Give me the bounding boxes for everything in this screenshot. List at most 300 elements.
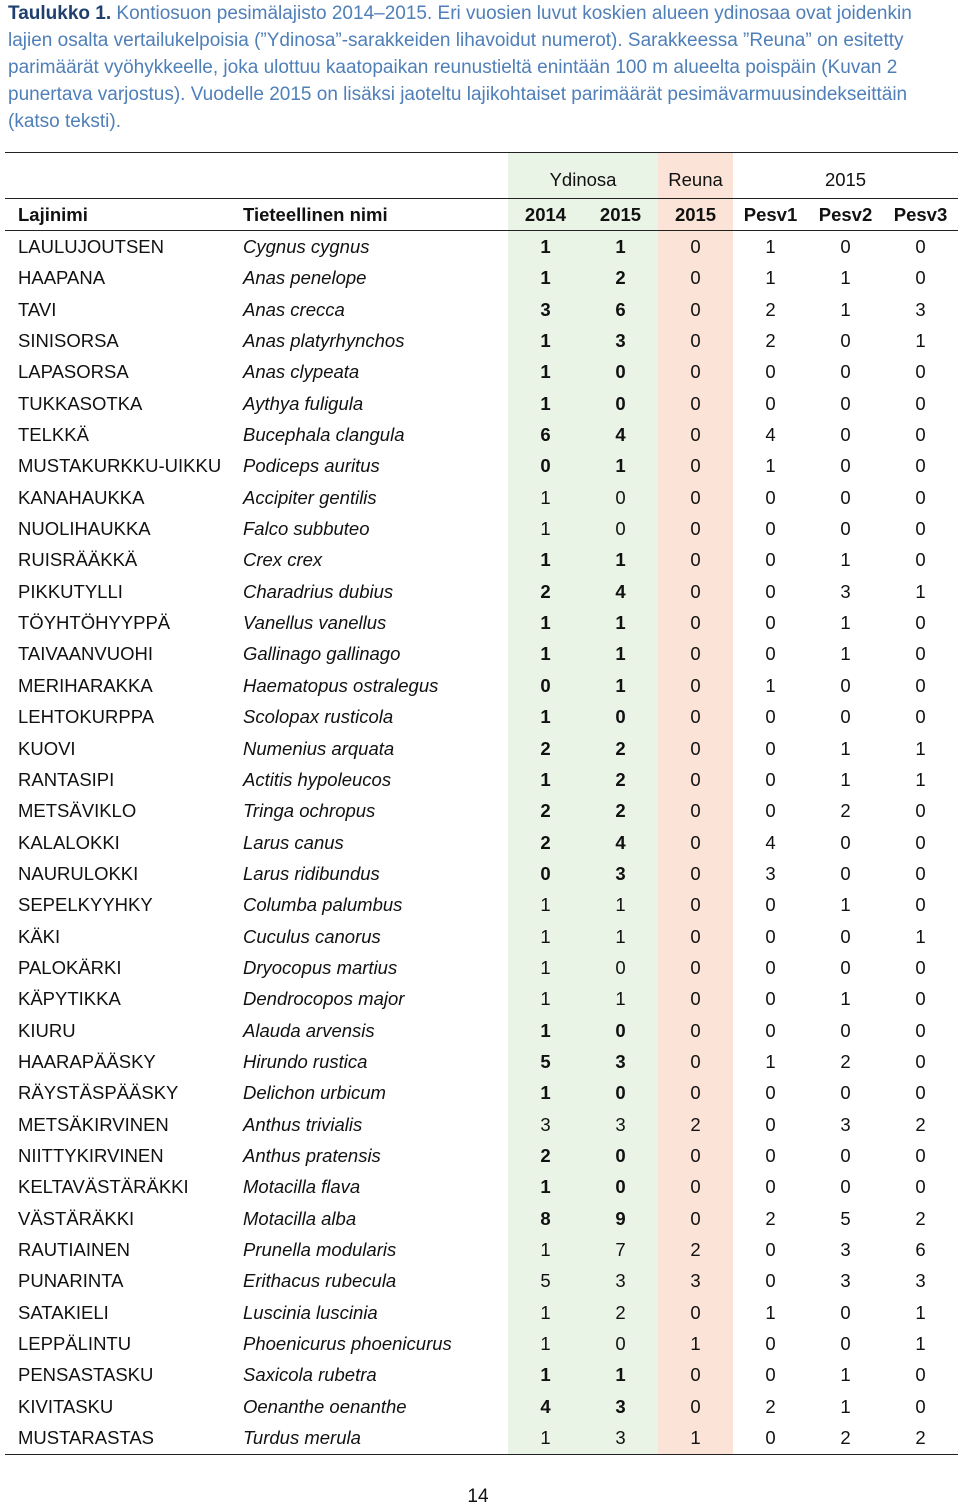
cell-reuna-2015: 0	[658, 858, 733, 889]
cell-pesv2: 0	[840, 330, 851, 352]
cell-reuna-2015: 0	[658, 513, 733, 544]
cell-pesv3: 3	[915, 298, 926, 320]
cell-lajinimi: LAPASORSA	[18, 361, 129, 383]
cell-ydinosa-2015: 6	[583, 294, 658, 325]
cell-tieteellinen-nimi: Anas penelope	[243, 267, 367, 289]
cell-pesv2: 0	[840, 424, 851, 446]
cell-pesv1: 1	[765, 674, 776, 696]
cell-ydinosa-2015: 2	[583, 764, 658, 795]
cell-pesv3: 6	[915, 1239, 926, 1261]
cell-pesv3: 0	[915, 956, 926, 978]
cell-reuna-2015: 0	[658, 984, 733, 1015]
cell-tieteellinen-nimi: Scolopax rusticola	[243, 706, 394, 728]
cell-pesv3: 0	[915, 612, 926, 634]
cell-ydinosa-2014: 1	[508, 1328, 583, 1359]
cell-lajinimi: HAAPANA	[18, 267, 106, 289]
cell-pesv2: 3	[840, 1270, 851, 1292]
cell-lajinimi: SATAKIELI	[18, 1301, 109, 1323]
cell-pesv1: 0	[765, 1364, 776, 1386]
cell-reuna-2015: 0	[658, 231, 733, 263]
cell-pesv3: 1	[915, 580, 926, 602]
cell-ydinosa-2014: 2	[508, 576, 583, 607]
cell-pesv2: 0	[840, 706, 851, 728]
cell-ydinosa-2014: 1	[508, 1297, 583, 1328]
cell-pesv3: 0	[915, 549, 926, 571]
table-row	[5, 294, 958, 325]
table-row	[5, 388, 958, 419]
cell-pesv2: 2	[808, 1422, 883, 1454]
cell-pesv3: 0	[915, 643, 926, 665]
cell-tieteellinen-nimi: Saxicola rubetra	[243, 1364, 377, 1386]
cell-pesv3: 0	[915, 706, 926, 728]
cell-lajinimi: RANTASIPI	[18, 768, 115, 790]
cell-pesv2: 0	[840, 1019, 851, 1041]
table-row	[5, 1140, 958, 1171]
cell-pesv3: 0	[915, 392, 926, 414]
table-row	[5, 1015, 958, 1046]
cell-lajinimi: KIVITASKU	[18, 1395, 114, 1417]
cell-pesv3: 0	[915, 267, 926, 289]
cell-ydinosa-2015: 0	[583, 1015, 658, 1046]
caption-text: Kontiosuon pesimälajisto 2014–2015. Eri vuosien luvut koskien alueen ydinosaa ovat joidenkin lajien osalta vertailukelpoisia (”Ydinosa”-sarakkeiden lihavoidut numerot). Sarakkeessa ”Reuna” on esitetty parimäärät vyöhykkeelle, joka ulottuu kaatopaikan reunustieltä enintään 100 m alueelta poispäin (Kuvan 2 punertava varjostus). Vuodelle 2015 on lisäksi jaoteltu lajikohtaiset parimäärät pesimävarmuusindekseittäin (katso teksti).	[8, 3, 912, 132]
cell-pesv2: 1	[840, 894, 851, 916]
cell-ydinosa-2014: 2	[508, 1140, 583, 1171]
header-group-ydinosa: Ydinosa	[508, 153, 658, 199]
cell-ydinosa-2014: 0	[508, 670, 583, 701]
cell-pesv1: 0	[765, 580, 776, 602]
cell-pesv1: 0	[765, 1239, 776, 1261]
cell-lajinimi: LEPPÄLINTU	[18, 1333, 132, 1355]
cell-reuna-2015: 0	[658, 545, 733, 576]
table-row	[5, 1297, 958, 1328]
cell-ydinosa-2014: 1	[508, 607, 583, 638]
cell-ydinosa-2015: 3	[583, 1046, 658, 1077]
cell-reuna-2015: 0	[658, 670, 733, 701]
cell-pesv3: 1	[915, 925, 926, 947]
cell-ydinosa-2014: 5	[508, 1046, 583, 1077]
cell-reuna-2015: 0	[658, 827, 733, 858]
cell-reuna-2015: 0	[658, 451, 733, 482]
cell-tieteellinen-nimi: Crex crex	[243, 549, 323, 571]
cell-ydinosa-2014: 1	[508, 1422, 583, 1454]
cell-lajinimi: RUISRÄÄKKÄ	[18, 549, 138, 571]
cell-tieteellinen-nimi: Anthus trivialis	[243, 1113, 363, 1135]
cell-pesv2: 2	[840, 800, 851, 822]
cell-ydinosa-2014: 0	[508, 858, 583, 889]
cell-pesv3: 2	[883, 1422, 958, 1454]
cell-reuna-2015: 0	[658, 702, 733, 733]
cell-pesv2: 0	[840, 518, 851, 540]
cell-pesv2: 0	[840, 392, 851, 414]
cell-ydinosa-2014: 6	[508, 419, 583, 450]
cell-reuna-2015: 0	[658, 388, 733, 419]
cell-ydinosa-2014: 1	[508, 545, 583, 576]
table-row	[5, 1391, 958, 1422]
cell-pesv1: 0	[765, 612, 776, 634]
cell-ydinosa-2014: 1	[508, 702, 583, 733]
cell-pesv3: 0	[915, 800, 926, 822]
cell-lajinimi: KANAHAUKKA	[18, 486, 145, 508]
table-row	[5, 796, 958, 827]
cell-pesv3: 0	[915, 486, 926, 508]
cell-pesv3: 0	[915, 862, 926, 884]
cell-ydinosa-2015: 2	[583, 263, 658, 294]
cell-pesv1: 0	[765, 894, 776, 916]
cell-reuna-2015: 0	[658, 1078, 733, 1109]
cell-ydinosa-2015: 1	[583, 639, 658, 670]
cell-pesv1: 0	[765, 549, 776, 571]
cell-reuna-2015: 0	[658, 1172, 733, 1203]
cell-ydinosa-2015: 1	[583, 451, 658, 482]
cell-ydinosa-2015: 2	[583, 1297, 658, 1328]
cell-pesv3: 0	[915, 831, 926, 853]
cell-pesv1: 0	[765, 706, 776, 728]
table-row	[5, 357, 958, 388]
table-row	[5, 1234, 958, 1265]
cell-tieteellinen-nimi: Podiceps auritus	[243, 455, 380, 477]
species-table-wrapper	[5, 152, 958, 1455]
cell-pesv1: 0	[765, 1176, 776, 1198]
table-row	[5, 921, 958, 952]
cell-lajinimi: TÖYHTÖHYYPPÄ	[18, 612, 171, 634]
cell-tieteellinen-nimi: Erithacus rubecula	[243, 1270, 397, 1292]
cell-reuna-2015: 0	[658, 764, 733, 795]
cell-ydinosa-2014: 1	[508, 764, 583, 795]
table-row	[5, 607, 958, 638]
header-reuna-2015: 2015	[658, 199, 733, 231]
cell-pesv2: 0	[840, 862, 851, 884]
cell-tieteellinen-nimi: Motacilla alba	[243, 1207, 357, 1229]
cell-tieteellinen-nimi: Anas crecca	[243, 298, 345, 320]
table-row	[5, 419, 958, 450]
cell-reuna-2015: 2	[658, 1109, 733, 1140]
cell-pesv2: 5	[840, 1207, 851, 1229]
cell-ydinosa-2015: 4	[583, 419, 658, 450]
cell-reuna-2015: 0	[658, 1391, 733, 1422]
cell-ydinosa-2015: 3	[583, 1109, 658, 1140]
cell-pesv1: 0	[765, 643, 776, 665]
cell-ydinosa-2015: 0	[583, 482, 658, 513]
table-row	[5, 670, 958, 701]
cell-lajinimi: PUNARINTA	[18, 1270, 124, 1292]
cell-tieteellinen-nimi: Turdus merula	[243, 1422, 508, 1454]
table-row	[5, 263, 958, 294]
cell-ydinosa-2015: 3	[583, 1266, 658, 1297]
species-table	[5, 152, 958, 1455]
cell-ydinosa-2014: 2	[508, 733, 583, 764]
cell-pesv2: 0	[840, 674, 851, 696]
cell-pesv1: 1	[765, 1050, 776, 1072]
cell-pesv3: 0	[915, 894, 926, 916]
cell-pesv3: 1	[915, 737, 926, 759]
cell-lajinimi: TAVI	[18, 298, 57, 320]
cell-ydinosa-2014: 1	[508, 325, 583, 356]
cell-pesv1: 0	[765, 361, 776, 383]
cell-tieteellinen-nimi: Hirundo rustica	[243, 1050, 368, 1072]
cell-lajinimi: MUSTAKURKKU-UIKKU	[18, 455, 222, 477]
page-number: 14	[467, 1486, 489, 1507]
cell-pesv3: 0	[915, 1019, 926, 1041]
cell-pesv2: 3	[840, 1113, 851, 1135]
table-row	[5, 482, 958, 513]
cell-reuna-2015: 2	[658, 1234, 733, 1265]
cell-ydinosa-2014: 1	[508, 639, 583, 670]
cell-ydinosa-2015: 4	[583, 576, 658, 607]
cell-tieteellinen-nimi: Actitis hypoleucos	[243, 768, 392, 790]
cell-pesv1: 0	[765, 925, 776, 947]
cell-reuna-2015: 0	[658, 1360, 733, 1391]
table-row	[5, 513, 958, 544]
header-column-row	[5, 199, 958, 231]
table-row	[5, 1046, 958, 1077]
cell-pesv3: 0	[915, 1395, 926, 1417]
cell-ydinosa-2015: 3	[583, 1422, 658, 1454]
cell-pesv2: 1	[840, 1395, 851, 1417]
cell-ydinosa-2014: 1	[508, 1360, 583, 1391]
cell-tieteellinen-nimi: Oenanthe oenanthe	[243, 1395, 407, 1417]
cell-lajinimi: TAIVAANVUOHI	[18, 643, 154, 665]
cell-lajinimi: NAURULOKKI	[18, 862, 139, 884]
cell-pesv2: 1	[840, 298, 851, 320]
table-row	[5, 827, 958, 858]
cell-pesv3: 0	[915, 674, 926, 696]
cell-lajinimi: NIITTYKIRVINEN	[18, 1144, 164, 1166]
cell-ydinosa-2014: 1	[508, 513, 583, 544]
cell-pesv3: 1	[915, 1333, 926, 1355]
cell-pesv2: 1	[840, 612, 851, 634]
cell-ydinosa-2014: 1	[508, 921, 583, 952]
cell-ydinosa-2014: 1	[508, 388, 583, 419]
cell-tieteellinen-nimi: Anthus pratensis	[243, 1144, 381, 1166]
header-lajinimi: Lajinimi	[5, 199, 243, 231]
table-row	[5, 545, 958, 576]
cell-tieteellinen-nimi: Accipiter gentilis	[243, 486, 377, 508]
cell-pesv3: 2	[915, 1207, 926, 1229]
cell-reuna-2015: 0	[658, 325, 733, 356]
cell-tieteellinen-nimi: Anas platyrhynchos	[243, 330, 405, 352]
cell-tieteellinen-nimi: Columba palumbus	[243, 894, 403, 916]
cell-ydinosa-2014: 1	[508, 263, 583, 294]
cell-ydinosa-2015: 0	[583, 952, 658, 983]
cell-pesv1: 0	[765, 800, 776, 822]
cell-reuna-2015: 0	[658, 419, 733, 450]
cell-pesv3: 2	[915, 1113, 926, 1135]
cell-ydinosa-2015: 0	[583, 1140, 658, 1171]
cell-tieteellinen-nimi: Charadrius dubius	[243, 580, 394, 602]
cell-pesv3: 0	[915, 1176, 926, 1198]
cell-ydinosa-2014: 5	[508, 1266, 583, 1297]
cell-ydinosa-2014: 1	[508, 1172, 583, 1203]
cell-pesv3: 0	[915, 988, 926, 1010]
cell-pesv3: 0	[915, 424, 926, 446]
cell-lajinimi: PENSASTASKU	[18, 1364, 154, 1386]
cell-pesv2: 0	[840, 1301, 851, 1323]
cell-ydinosa-2014: 2	[508, 827, 583, 858]
cell-pesv3: 0	[915, 1050, 926, 1072]
cell-pesv2: 0	[840, 455, 851, 477]
cell-pesv1: 0	[765, 1113, 776, 1135]
cell-lajinimi: RÄYSTÄSPÄÄSKY	[18, 1082, 179, 1104]
cell-lajinimi: KUOVI	[18, 737, 76, 759]
cell-ydinosa-2014: 1	[508, 1234, 583, 1265]
cell-ydinosa-2014: 1	[508, 984, 583, 1015]
cell-pesv1: 2	[765, 330, 776, 352]
table-row	[5, 764, 958, 795]
cell-pesv2: 0	[840, 956, 851, 978]
cell-tieteellinen-nimi: Dryocopus martius	[243, 956, 398, 978]
cell-ydinosa-2014: 1	[508, 1015, 583, 1046]
cell-pesv2: 0	[840, 925, 851, 947]
cell-tieteellinen-nimi: Tringa ochropus	[243, 800, 376, 822]
cell-pesv1: 4	[765, 424, 776, 446]
cell-lajinimi: LAULUJOUTSEN	[18, 236, 164, 258]
cell-lajinimi: METSÄKIRVINEN	[18, 1113, 169, 1135]
cell-lajinimi: PIKKUTYLLI	[18, 580, 123, 602]
cell-tieteellinen-nimi: Larus canus	[243, 831, 344, 853]
cell-pesv1: 2	[765, 1395, 776, 1417]
table-row	[5, 639, 958, 670]
cell-ydinosa-2015: 9	[583, 1203, 658, 1234]
cell-ydinosa-2014: 1	[508, 482, 583, 513]
cell-pesv1: 0	[765, 737, 776, 759]
cell-reuna-2015: 3	[658, 1266, 733, 1297]
cell-tieteellinen-nimi: Luscinia luscinia	[243, 1301, 378, 1323]
cell-pesv1: 0	[765, 392, 776, 414]
cell-pesv2: 1	[840, 768, 851, 790]
cell-pesv2: 2	[840, 1050, 851, 1072]
table-row	[5, 1078, 958, 1109]
cell-tieteellinen-nimi: Falco subbuteo	[243, 518, 370, 540]
table-row	[5, 1360, 958, 1391]
cell-tieteellinen-nimi: Dendrocopos major	[243, 988, 405, 1010]
cell-ydinosa-2015: 1	[583, 984, 658, 1015]
header-group-2015: 2015	[733, 153, 958, 199]
cell-pesv3: 1	[915, 1301, 926, 1323]
table-row	[5, 451, 958, 482]
cell-lajinimi: VÄSTÄRÄKKI	[18, 1207, 135, 1229]
table-row	[5, 702, 958, 733]
cell-ydinosa-2014: 1	[508, 357, 583, 388]
cell-lajinimi: KELTAVÄSTÄRÄKKI	[18, 1176, 189, 1198]
cell-ydinosa-2015: 1	[583, 670, 658, 701]
cell-pesv1: 0	[765, 1333, 776, 1355]
table-row	[5, 952, 958, 983]
cell-lajinimi: MERIHARAKKA	[18, 674, 153, 696]
cell-pesv3: 0	[915, 455, 926, 477]
cell-pesv2: 1	[840, 549, 851, 571]
cell-pesv2: 0	[840, 1333, 851, 1355]
cell-pesv2: 0	[840, 486, 851, 508]
cell-reuna-2015: 0	[658, 263, 733, 294]
cell-pesv1: 0	[765, 1270, 776, 1292]
cell-tieteellinen-nimi: Cuculus canorus	[243, 925, 381, 947]
cell-reuna-2015: 0	[658, 952, 733, 983]
cell-ydinosa-2015: 0	[583, 388, 658, 419]
cell-reuna-2015: 0	[658, 1203, 733, 1234]
table-row	[5, 984, 958, 1015]
header-pesv3: Pesv3	[883, 199, 958, 231]
cell-lajinimi: SINISORSA	[18, 330, 119, 352]
cell-reuna-2015: 1	[658, 1422, 733, 1454]
cell-reuna-2015: 0	[658, 1046, 733, 1077]
cell-reuna-2015: 0	[658, 576, 733, 607]
cell-pesv1: 0	[765, 1144, 776, 1166]
header-ydinosa-2015: 2015	[583, 199, 658, 231]
table-row	[5, 1328, 958, 1359]
cell-reuna-2015: 0	[658, 796, 733, 827]
cell-lajinimi: RAUTIAINEN	[18, 1239, 131, 1261]
cell-ydinosa-2015: 0	[583, 1078, 658, 1109]
cell-lajinimi: HAARAPÄÄSKY	[18, 1050, 156, 1072]
cell-tieteellinen-nimi: Haematopus ostralegus	[243, 674, 439, 696]
header-pesv1: Pesv1	[733, 199, 808, 231]
cell-ydinosa-2015: 0	[583, 702, 658, 733]
cell-ydinosa-2015: 2	[583, 796, 658, 827]
cell-pesv1: 0	[765, 768, 776, 790]
cell-ydinosa-2014: 3	[508, 294, 583, 325]
cell-pesv3: 0	[915, 1364, 926, 1386]
cell-pesv3: 3	[915, 1270, 926, 1292]
cell-pesv1: 0	[765, 486, 776, 508]
table-row	[5, 325, 958, 356]
cell-ydinosa-2014: 1	[508, 890, 583, 921]
cell-ydinosa-2015: 0	[583, 357, 658, 388]
cell-tieteellinen-nimi: Delichon urbicum	[243, 1082, 386, 1104]
cell-pesv2: 0	[840, 361, 851, 383]
table-row	[5, 576, 958, 607]
cell-reuna-2015: 0	[658, 482, 733, 513]
cell-pesv2: 3	[840, 1239, 851, 1261]
cell-pesv1: 0	[765, 956, 776, 978]
cell-pesv2: 0	[840, 1144, 851, 1166]
cell-lajinimi: NUOLIHAUKKA	[18, 518, 151, 540]
cell-pesv1: 2	[765, 1207, 776, 1229]
cell-pesv1: 0	[765, 1019, 776, 1041]
table-row	[5, 1203, 958, 1234]
cell-tieteellinen-nimi: Vanellus vanellus	[243, 612, 387, 634]
cell-tieteellinen-nimi: Numenius arquata	[243, 737, 395, 759]
cell-pesv2: 1	[840, 267, 851, 289]
cell-tieteellinen-nimi: Larus ridibundus	[243, 862, 380, 884]
cell-pesv3: 0	[915, 361, 926, 383]
cell-lajinimi: TUKKASOTKA	[18, 392, 143, 414]
cell-tieteellinen-nimi: Cygnus cygnus	[243, 236, 370, 258]
cell-lajinimi: PALOKÄRKI	[18, 956, 122, 978]
cell-reuna-2015: 0	[658, 1015, 733, 1046]
cell-lajinimi: MUSTARASTAS	[5, 1422, 243, 1454]
cell-tieteellinen-nimi: Aythya fuligula	[243, 392, 364, 414]
cell-ydinosa-2015: 4	[583, 827, 658, 858]
cell-pesv2: 0	[840, 1176, 851, 1198]
cell-pesv2: 1	[840, 988, 851, 1010]
table-caption	[8, 0, 953, 135]
header-ydinosa-2014: 2014	[508, 199, 583, 231]
cell-pesv1: 3	[765, 862, 776, 884]
cell-tieteellinen-nimi: Gallinago gallinago	[243, 643, 401, 665]
cell-ydinosa-2015: 3	[583, 1391, 658, 1422]
cell-pesv1: 1	[765, 455, 776, 477]
table-row	[5, 1109, 958, 1140]
cell-ydinosa-2015: 0	[583, 513, 658, 544]
cell-pesv1: 0	[733, 1422, 808, 1454]
header-pesv2: Pesv2	[808, 199, 883, 231]
cell-lajinimi: LEHTOKURPPA	[18, 706, 155, 728]
cell-ydinosa-2014: 1	[508, 1078, 583, 1109]
cell-reuna-2015: 0	[658, 639, 733, 670]
cell-ydinosa-2015: 2	[583, 733, 658, 764]
cell-pesv2: 1	[840, 1364, 851, 1386]
cell-pesv2: 1	[840, 737, 851, 759]
